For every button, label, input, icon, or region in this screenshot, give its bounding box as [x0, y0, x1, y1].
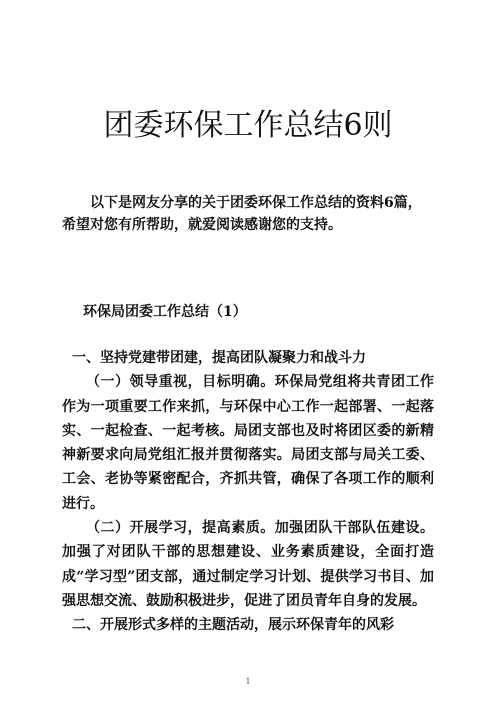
body-text: [62, 346, 434, 638]
body-paragraph-heading-1: 一、坚持党建带团建，提高团队凝聚力和战斗力: [72, 350, 366, 366]
body-paragraph-1: （一）领导重视，目标明确。环保局党组将共青团工作作为一项重要工作来抓，与环保中心工作一起部署、一起落实、一起检查、一起考核。局团支部也及时将团区委的新精神新要求向局党组汇报并贯彻落实。局团支部与局关工委、工会、老协等紧密配合，齐抓共管，确保了各项工作的顺利进行。: [62, 374, 434, 512]
section-heading: 环保局团委工作总结（1）: [83, 304, 247, 320]
intro-paragraph: 以下是网友分享的关于团委环保工作总结的资料6篇，希望对您有所帮助，就爱阅读感谢您的支持。: [62, 195, 422, 233]
body-paragraph-2: （二）开展学习，提高素质。加强团队干部队伍建设。加强了对团队干部的思想建设、业务素质建设，全面打造成“学习型”团支部，通过制定学习计划、提供学习书目、加强思想交流、鼓励积极进步，促进了团员青年自身的发展。: [62, 520, 434, 609]
page-number: 1: [245, 677, 251, 686]
body-paragraph-heading-2: 二、开展形式多样的主题活动，展示环保青年的风彩: [72, 617, 394, 634]
document-title: 团委环保工作总结6则: [103, 108, 393, 144]
